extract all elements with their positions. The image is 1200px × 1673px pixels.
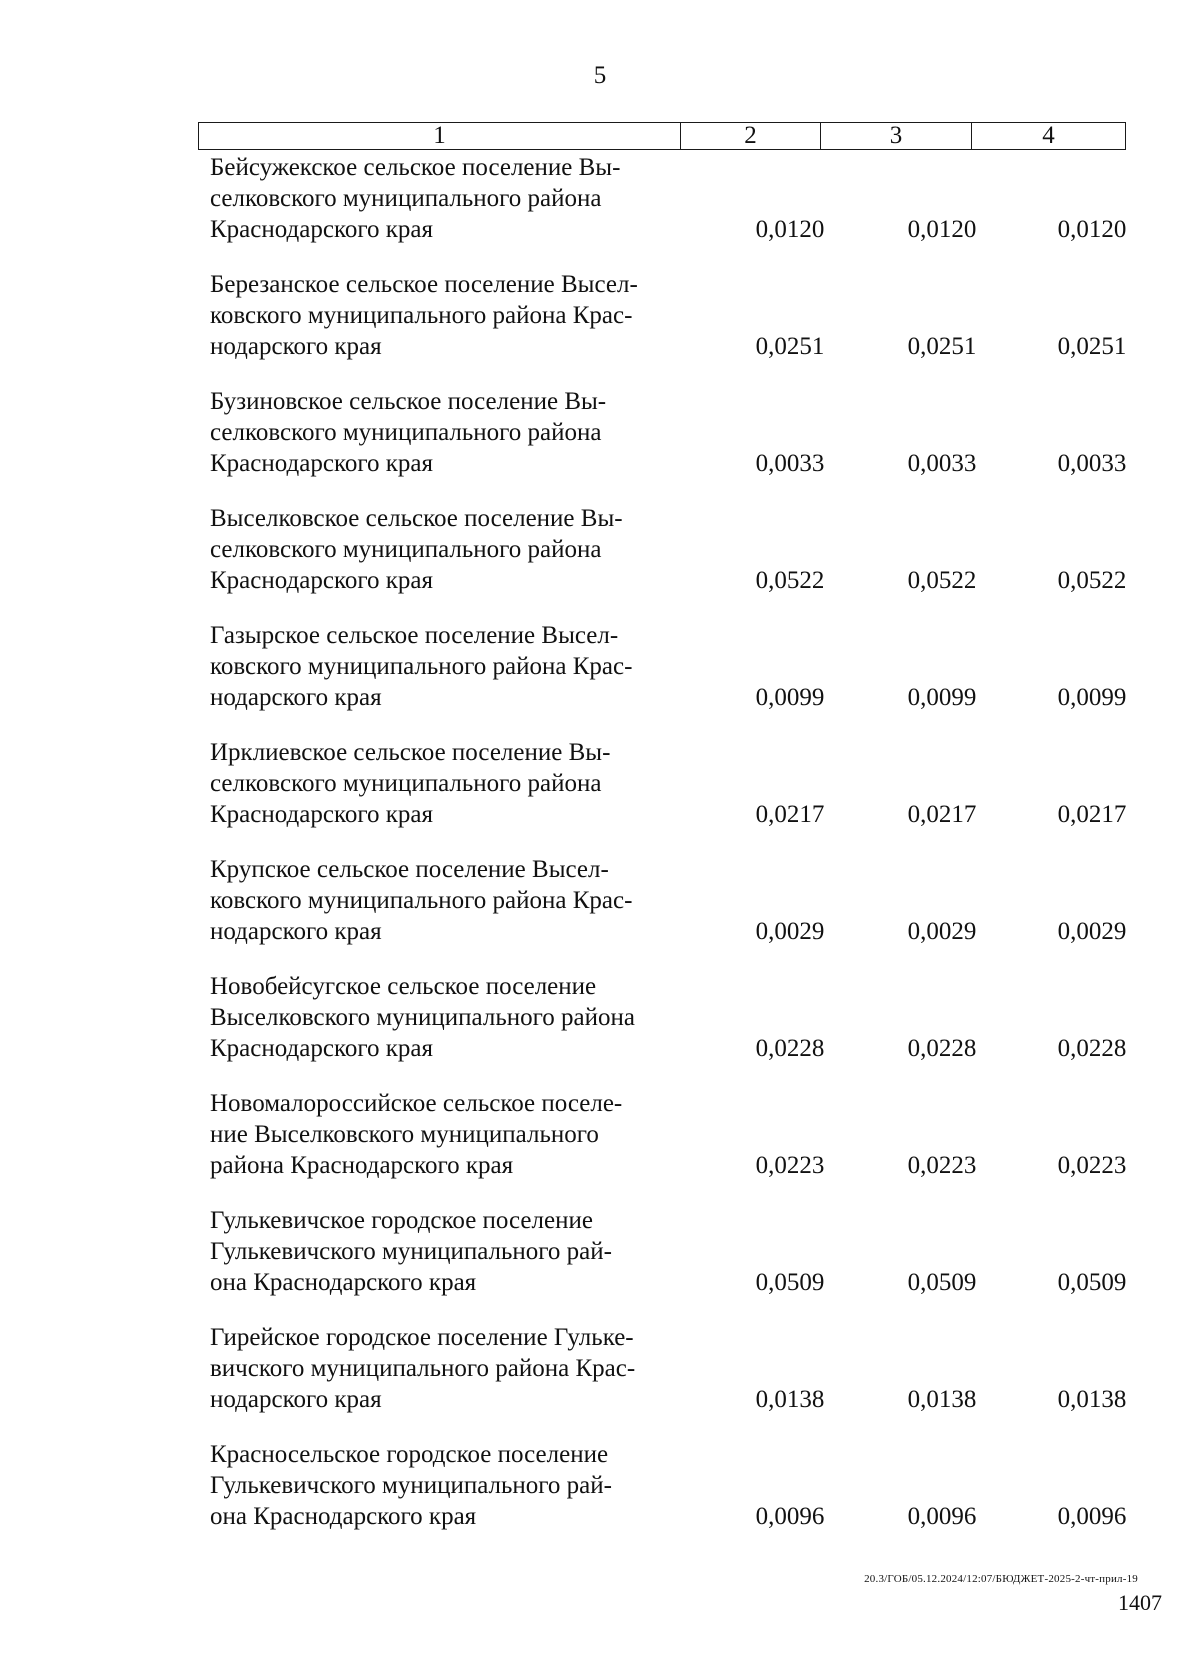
value-col-2: 0,0217 <box>755 801 825 828</box>
value-col-4: 0,0033 <box>1057 450 1127 477</box>
settlement-name: Бузиновское сельское поселение Вы- селковского муниципального района Краснодарского края <box>210 388 607 477</box>
settlement-name: Крупское сельское поселение Высел- ковского муниципального района Крас- нодарского края <box>210 856 633 945</box>
value-col-3: 0,0029 <box>907 918 977 945</box>
value-col-2: 0,0223 <box>755 1152 825 1179</box>
value-col-3: 0,0138 <box>907 1386 977 1413</box>
value-col-3: 0,0522 <box>907 567 977 594</box>
value-col-2: 0,0228 <box>755 1035 825 1062</box>
header-col-4: 4 <box>1042 122 1055 149</box>
value-col-3: 0,0120 <box>907 216 977 243</box>
value-col-4: 0,0509 <box>1057 1269 1127 1296</box>
value-col-4: 0,0138 <box>1057 1386 1127 1413</box>
value-col-2: 0,0509 <box>755 1269 825 1296</box>
value-col-3: 0,0223 <box>907 1152 977 1179</box>
settlement-name: Ирклиевское сельское поселение Вы- селковского муниципального района Краснодарского края <box>210 739 611 828</box>
settlement-name: Бейсужекское сельское поселение Вы- селковского муниципального района Краснодарского края <box>210 154 621 243</box>
value-col-4: 0,0096 <box>1057 1503 1127 1530</box>
settlement-name: Красносельское городское поселение Гулькевичского муниципального рай- она Краснодарского края <box>210 1441 612 1530</box>
page-number: 5 <box>593 62 607 89</box>
value-col-4: 0,0251 <box>1057 333 1127 360</box>
value-col-3: 0,0033 <box>907 450 977 477</box>
settlement-name: Гирейское городское поселение Гульке- вичского муниципального района Крас- нодарского края <box>210 1324 636 1413</box>
header-col-1: 1 <box>199 123 681 149</box>
value-col-3: 0,0096 <box>907 1503 977 1530</box>
value-col-2: 0,0099 <box>755 684 825 711</box>
settlement-name: Новомалороссийское сельское поселе- ние Выселковского муниципального района Краснодарского края <box>210 1090 623 1179</box>
value-col-2: 0,0522 <box>755 567 825 594</box>
table-row <box>210 386 1130 503</box>
table-row <box>210 620 1130 737</box>
value-col-4: 0,0217 <box>1057 801 1127 828</box>
value-col-4: 0,0029 <box>1057 918 1127 945</box>
value-col-3: 0,0228 <box>907 1035 977 1062</box>
sheet-number: 1407 <box>1118 1590 1162 1615</box>
table-row <box>210 971 1130 1088</box>
value-col-3: 0,0509 <box>907 1269 977 1296</box>
table-row <box>210 1322 1130 1439</box>
value-col-3: 0,0099 <box>907 684 977 711</box>
value-col-2: 0,0251 <box>755 333 825 360</box>
value-col-4: 0,0120 <box>1057 216 1127 243</box>
value-col-2: 0,0096 <box>755 1503 825 1530</box>
value-col-4: 0,0228 <box>1057 1035 1127 1062</box>
table-body <box>210 152 1130 1556</box>
table-row <box>210 503 1130 620</box>
settlement-name: Газырское сельское поселение Высел- ковского муниципального района Крас- нодарского края <box>210 622 633 711</box>
document-code: 20.3/ГОБ/05.12.2024/12:07/БЮДЖЕТ-2025-2-чт-прил-19 <box>864 1573 1138 1585</box>
value-col-3: 0,0217 <box>907 801 977 828</box>
value-col-2: 0,0138 <box>755 1386 825 1413</box>
value-col-4: 0,0099 <box>1057 684 1127 711</box>
value-col-4: 0,0522 <box>1057 567 1127 594</box>
value-col-3: 0,0251 <box>907 333 977 360</box>
table-header <box>198 122 1126 150</box>
table-row <box>210 854 1130 971</box>
table-row <box>210 1088 1130 1205</box>
table-row <box>210 269 1130 386</box>
header-col-3: 3 <box>821 123 972 149</box>
settlement-name: Гулькевичское городское поселение Гулькевичского муниципального рай- она Краснодарского края <box>210 1207 612 1296</box>
value-col-2: 0,0033 <box>755 450 825 477</box>
value-col-2: 0,0120 <box>755 216 825 243</box>
settlement-name: Новобейсугское сельское поселение Выселковского муниципального района Краснодарского края <box>210 973 635 1062</box>
table-row <box>210 737 1130 854</box>
settlement-name: Березанское сельское поселение Высел- ковского муниципального района Крас- нодарского края <box>210 271 638 360</box>
value-col-4: 0,0223 <box>1057 1152 1127 1179</box>
table-row <box>210 152 1130 269</box>
header-col-2: 2 <box>681 123 821 149</box>
table-row <box>210 1439 1130 1556</box>
settlement-name: Выселковское сельское поселение Вы- селковского муниципального района Краснодарского края <box>210 505 623 594</box>
value-col-2: 0,0029 <box>755 918 825 945</box>
table-row <box>210 1205 1130 1322</box>
